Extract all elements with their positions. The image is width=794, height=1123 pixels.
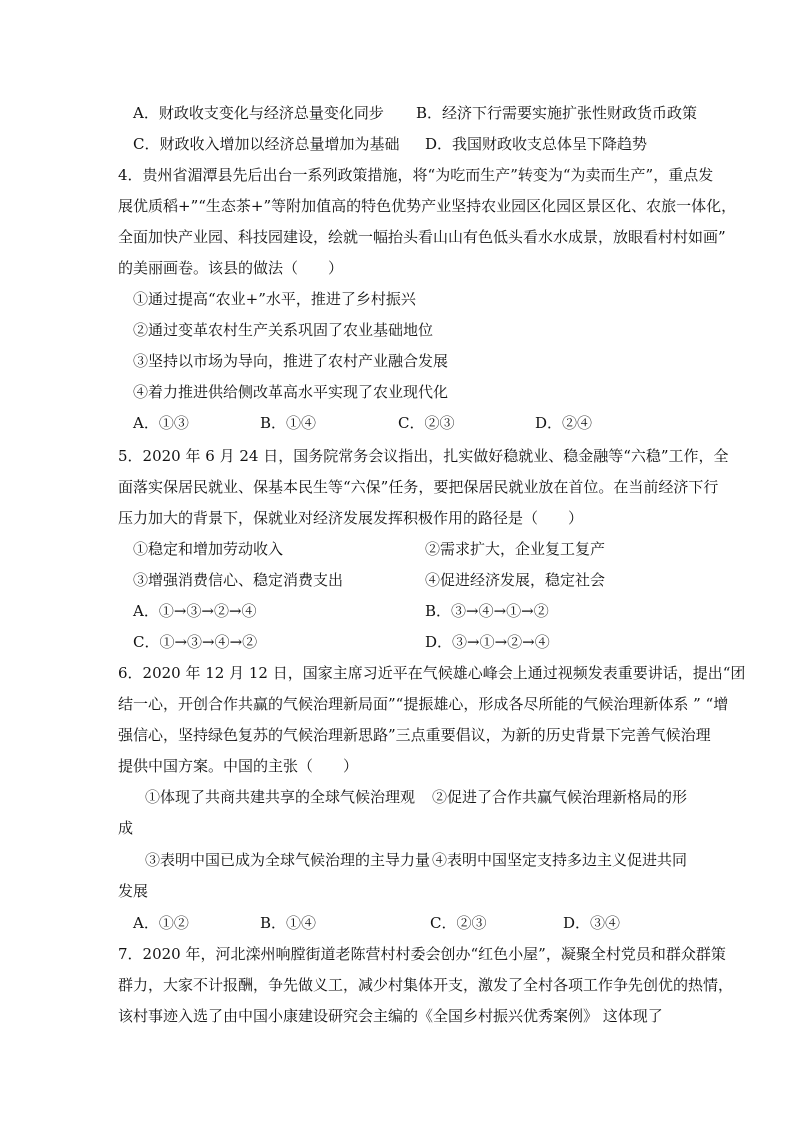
q5-option-d: D．③→①→②→④ [425,633,550,651]
q3-option-b: B．经济下行需要实施扩张性财政货币政策 [416,104,698,122]
q6-option-a: A．①② [133,914,189,932]
q5-statement-4: ④促进经济发展，稳定社会 [425,571,606,589]
q4-option-c: C．②③ [398,414,455,432]
q4-stem-line-1: 4．贵州省湄潭县先后出台一系列政策措施，将“为吃而生产”转变为“为卖而生产”，重点发 [118,166,714,184]
q7-stem-line-3: 该村事迹入选了由中国小康建设研究会主编的《全国乡村振兴优秀案例》 这体现了 [118,1007,663,1025]
q6-statement-2: ②促进了合作共赢气候治理新格局的形 [432,788,688,806]
q5-statement-2: ②需求扩大，企业复工复产 [425,540,606,558]
q4-stem-line-4: 的美丽画卷。该县的做法（ ） [118,259,344,277]
q4-option-a: A．①③ [133,414,189,432]
q6-stem-line-4: 提供中国方案。中国的主张（ ） [118,757,359,775]
q4-statement-2: ②通过变革农村生产关系巩固了农业基础地位 [133,321,434,339]
q5-option-b: B．③→④→①→② [425,602,549,620]
q4-statement-3: ③坚持以市场为导向，推进了农村产业融合发展 [133,352,449,370]
q4-option-d: D．②④ [535,414,593,432]
q6-statement-3: ③表明中国已成为全球气候治理的主导力量 [145,851,431,869]
q6-statement-4: ④表明中国坚定支持多边主义促进共同 [432,851,688,869]
q6-stem-line-1: 6．2020 年 12 月 12 日，国家主席习近平在气候雄心峰会上通过视频发表重要讲话，提出“团 [118,664,746,682]
q4-stem-line-2: 展优质稻+”“生态茶+”等附加值高的特色优势产业坚持农业园区化园区景区化、农旅一体化， [118,197,737,215]
q6-statement-1: ①体现了共商共建共享的全球气候治理观 [145,788,416,806]
q6-option-b: B．①④ [260,914,317,932]
q6-statement-4-cont: 发展 [118,882,149,900]
q6-stem-line-3: 强信心，坚持绿色复苏的气候治理新思路”三点重要倡议，为新的历史背景下完善气候治理 [118,726,711,744]
q7-stem-line-1: 7．2020 年，河北滦州响膛街道老陈营村村委会创办“红色小屋”，凝聚全村党员和群众群策 [118,945,726,963]
q4-stem-line-3: 全面加快产业园、科技园建设，绘就一幅抬头看山山有色低头看水水成景，放眼看村村如画” [118,228,726,246]
q5-statement-3: ③增强消费信心、稳定消费支出 [133,571,344,589]
q6-option-d: D．③④ [563,914,621,932]
q6-stem-line-2: 结一心，开创合作共赢的气候治理新局面”“提振雄心，形成各尽所能的气候治理新体系 ” “增 [118,695,729,713]
q5-stem-line-3: 压力加大的背景下，保就业对经济发展发挥积极作用的路径是（ ） [118,509,584,527]
q6-option-c: C．②③ [430,914,487,932]
q4-statement-1: ①通过提高“农业+”水平，推进了乡村振兴 [133,290,416,308]
q4-statement-4: ④着力推进供给侧改革高水平实现了农业现代化 [133,383,449,401]
q6-statement-2-cont: 成 [118,819,134,837]
q5-statement-1: ①稳定和增加劳动收入 [133,540,284,558]
q5-stem-line-1: 5．2020 年 6 月 24 日，国务院常务会议指出，扎实做好稳就业、稳金融等“六稳”工作，全 [118,447,729,465]
q5-option-c: C．①→③→④→② [133,633,258,651]
q3-option-d: D．我国财政收支总体呈下降趋势 [425,135,648,153]
q5-option-a: A．①→③→②→④ [133,602,257,620]
q5-stem-line-2: 面落实保居民就业、保基本民生等“六保”任务，要把保居民就业放在首位。在当前经济下行 [118,478,719,496]
q7-stem-line-2: 群力，大家不计报酬，争先做义工，减少村集体开支，激发了全村各项工作争先创优的热情， [118,976,734,994]
q4-option-b: B．①④ [260,414,317,432]
q3-option-a: A．财政收支变化与经济总量变化同步 [133,104,384,122]
q3-option-c: C．财政收入增加以经济总量增加为基础 [133,135,400,153]
